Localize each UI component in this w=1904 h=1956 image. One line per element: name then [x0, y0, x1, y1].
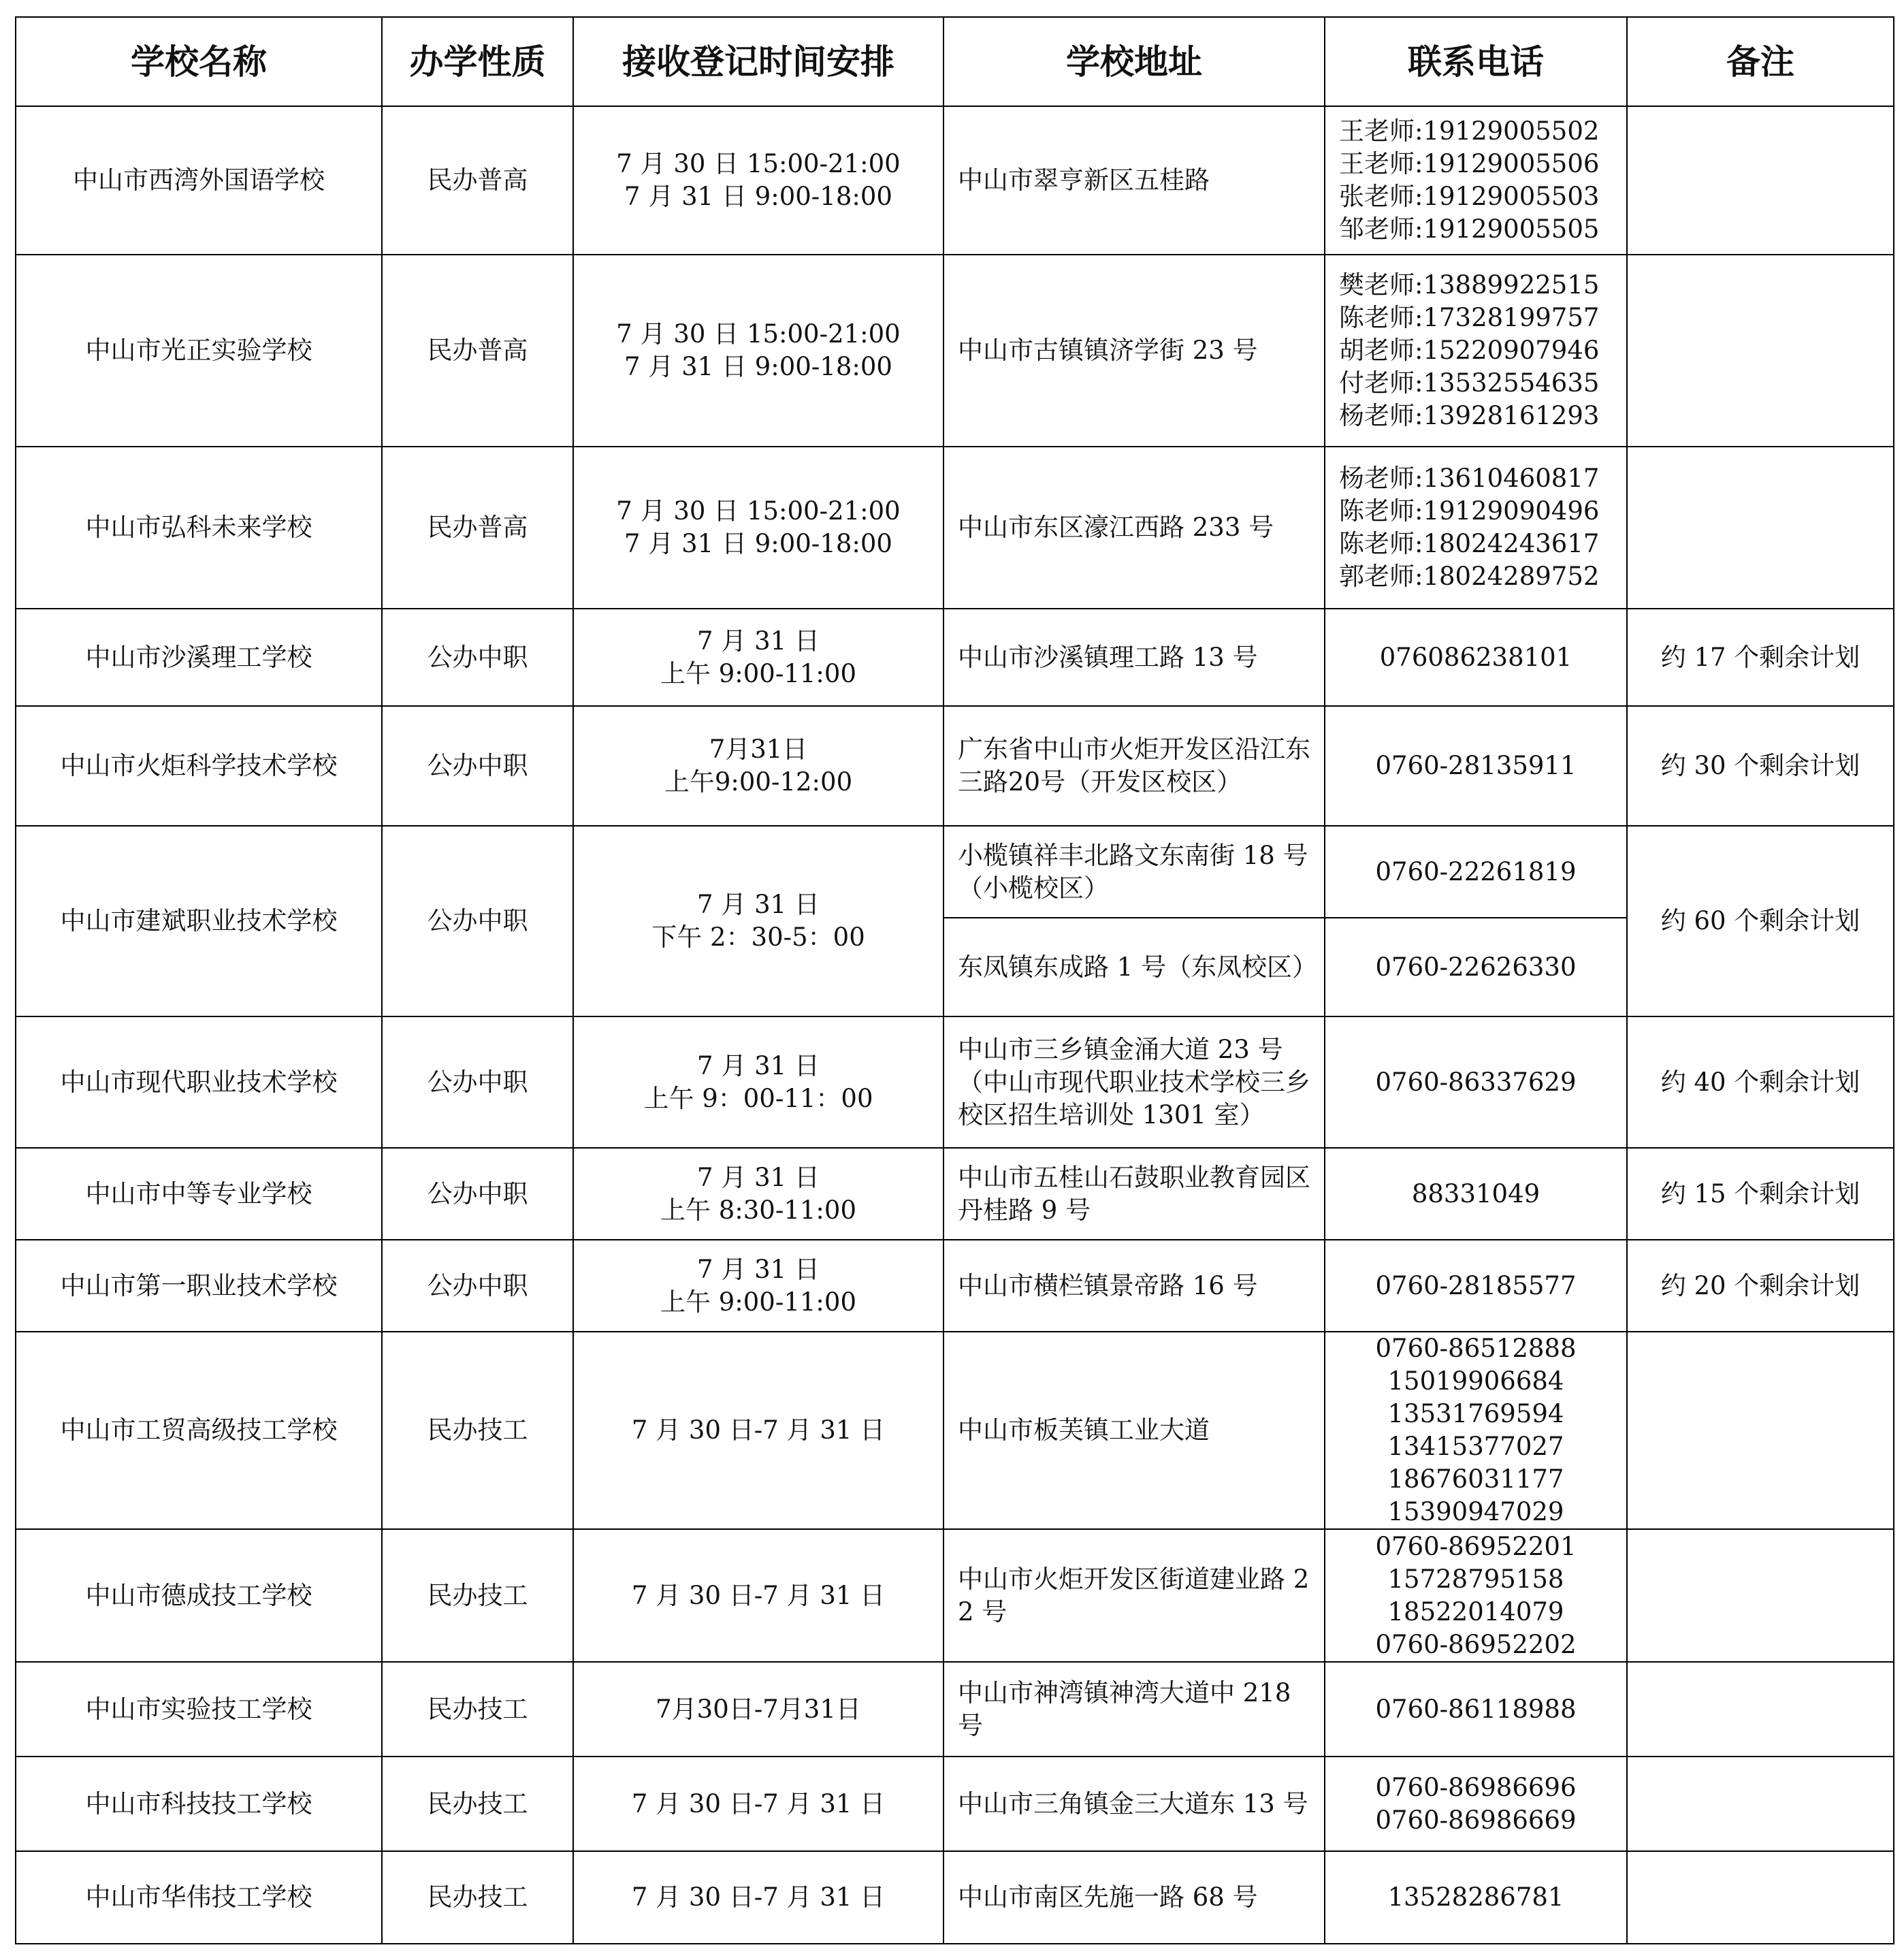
registration-time — [573, 826, 943, 1016]
time-line: 上午 9：00-11：00 — [643, 1083, 873, 1113]
time-line: 7 月 30 日-7 月 31 日 — [631, 1580, 886, 1610]
enrollment-table — [15, 16, 1894, 1944]
school-address — [943, 106, 1325, 255]
school-type: 公办中职 — [382, 1016, 573, 1148]
address-text: 小榄镇祥丰北路文东南街 18 号（小榄校区） — [958, 840, 1308, 903]
school-name: 中山市中等专业学校 — [16, 1148, 382, 1240]
registration-time — [573, 255, 943, 447]
school-type: 公办中职 — [382, 706, 573, 826]
phone-line: 15390947029 — [1387, 1497, 1564, 1526]
school-name: 中山市火炬科学技术学校 — [16, 706, 382, 826]
school-type: 民办普高 — [382, 255, 573, 447]
table-row — [16, 1240, 1894, 1332]
table-row — [16, 1529, 1894, 1662]
school-name: 中山市西湾外国语学校 — [16, 106, 382, 255]
contact-phones — [1325, 1757, 1627, 1851]
table-row — [16, 106, 1894, 255]
phone-line: 13528286781 — [1387, 1882, 1564, 1912]
address-text: 中山市南区先施一路 68 号 — [958, 1882, 1258, 1912]
address-text: 中山市板芙镇工业大道 — [958, 1415, 1210, 1445]
phone-line: 13415377027 — [1387, 1432, 1564, 1461]
table-row — [16, 255, 1894, 447]
time-line: 7 月 31 日 9:00-18:00 — [624, 182, 892, 211]
contact-phones — [1325, 447, 1627, 609]
time-line: 7 月 31 日 — [697, 1051, 820, 1080]
phone-line: 0760-28185577 — [1375, 1270, 1577, 1300]
time-line: 7 月 31 日 — [697, 1162, 820, 1192]
phone-line: 胡老师:15220907946 — [1339, 336, 1600, 365]
registration-time — [573, 706, 943, 826]
phone-line: 0760-86512888 — [1375, 1334, 1577, 1363]
phone-line: 郭老师:18024289752 — [1339, 562, 1600, 591]
phone-line: 王老师:19129005502 — [1339, 116, 1600, 146]
school-type: 民办技工 — [382, 1662, 573, 1757]
school-type: 民办普高 — [382, 106, 573, 255]
contact-phones — [1325, 1662, 1627, 1757]
school-address — [943, 1332, 1325, 1529]
phone-line: 0760-86986669 — [1375, 1805, 1577, 1835]
time-line: 7 月 31 日 — [697, 1254, 820, 1284]
time-line: 7 月 31 日 — [697, 890, 820, 919]
remarks: 约 40 个剩余计划 — [1627, 1016, 1894, 1148]
campus-address — [943, 918, 1325, 1016]
phone-line: 076086238101 — [1379, 642, 1572, 672]
registration-time — [573, 1240, 943, 1332]
campus-address — [943, 826, 1325, 918]
time-line: 7月30日-7月31日 — [656, 1694, 861, 1724]
remarks: 约 60 个剩余计划 — [1627, 826, 1894, 1016]
phone-line: 15019906684 — [1387, 1366, 1564, 1396]
time-line: 7月31日 — [709, 735, 808, 764]
school-type: 民办技工 — [382, 1851, 573, 1944]
address-text: 东凤镇东成路 1 号（东凤校区） — [958, 952, 1318, 982]
contact-phones — [1325, 106, 1627, 255]
phone-line: 杨老师:13928161293 — [1339, 401, 1600, 430]
school-address — [943, 706, 1325, 826]
table-row — [16, 1332, 1894, 1529]
header-school-address: 学校地址 — [943, 17, 1325, 106]
time-line: 7 月 30 日 15:00-21:00 — [616, 496, 901, 526]
school-name: 中山市德成技工学校 — [16, 1529, 382, 1662]
school-name: 中山市光正实验学校 — [16, 255, 382, 447]
phone-line: 陈老师:18024243617 — [1339, 529, 1600, 558]
school-name: 中山市华伟技工学校 — [16, 1851, 382, 1944]
phone-line: 陈老师:17328199757 — [1339, 303, 1600, 332]
contact-phones — [1325, 1529, 1627, 1662]
time-line: 上午 8:30-11:00 — [660, 1195, 856, 1225]
school-name: 中山市现代职业技术学校 — [16, 1016, 382, 1148]
school-type: 民办普高 — [382, 447, 573, 609]
school-address — [943, 1016, 1325, 1148]
school-type: 公办中职 — [382, 1148, 573, 1240]
registration-time — [573, 1851, 943, 1944]
phone-line: 0760-28135911 — [1375, 751, 1577, 780]
header-remarks: 备注 — [1627, 17, 1894, 106]
address-text: 中山市古镇镇济学街 23 号 — [958, 336, 1258, 365]
school-type: 民办技工 — [382, 1529, 573, 1662]
contact-phones — [1325, 1332, 1627, 1529]
address-text: 中山市三乡镇金涌大道 23 号（中山市现代职业技术学校三乡校区招生培训处 1301 室） — [958, 1034, 1310, 1129]
header-school-type: 办学性质 — [382, 17, 573, 106]
school-name: 中山市沙溪理工学校 — [16, 609, 382, 706]
time-line: 上午9:00-12:00 — [664, 767, 853, 797]
time-line: 上午 9:00-11:00 — [660, 1287, 856, 1317]
remarks — [1627, 447, 1894, 609]
contact-phones — [1325, 1851, 1627, 1944]
contact-phones — [1325, 706, 1627, 826]
table-row — [16, 1148, 1894, 1240]
contact-phones — [1325, 1148, 1627, 1240]
table-row — [16, 447, 1894, 609]
header-row — [16, 17, 1894, 106]
contact-phones — [1325, 609, 1627, 706]
address-text: 中山市火炬开发区街道建业路 22 号 — [958, 1564, 1310, 1626]
phone-line: 0760-86337629 — [1375, 1067, 1577, 1097]
campus-phone: 0760-22261819 — [1325, 826, 1627, 918]
school-address — [943, 1240, 1325, 1332]
phone-line: 邹老师:19129005505 — [1339, 214, 1600, 244]
remarks: 约 17 个剩余计划 — [1627, 609, 1894, 706]
school-address — [943, 609, 1325, 706]
school-type: 公办中职 — [382, 609, 573, 706]
remarks: 约 30 个剩余计划 — [1627, 706, 1894, 826]
school-type: 民办技工 — [382, 1332, 573, 1529]
school-name: 中山市实验技工学校 — [16, 1662, 382, 1757]
remarks: 约 20 个剩余计划 — [1627, 1240, 1894, 1332]
table-row — [16, 1016, 1894, 1148]
phone-line: 15728795158 — [1387, 1564, 1564, 1594]
time-line: 下午 2：30-5：00 — [651, 923, 865, 952]
remarks — [1627, 1529, 1894, 1662]
time-line: 7 月 30 日-7 月 31 日 — [631, 1789, 886, 1818]
phone-line: 0760-86952202 — [1375, 1629, 1577, 1659]
phone-line: 王老师:19129005506 — [1339, 149, 1600, 178]
registration-time — [573, 1148, 943, 1240]
time-line: 7 月 31 日 9:00-18:00 — [624, 529, 892, 558]
school-address — [943, 1148, 1325, 1240]
phone-line: 杨老师:13610460817 — [1339, 464, 1600, 493]
phone-line: 0760-86952201 — [1375, 1531, 1577, 1561]
time-line: 7 月 31 日 — [697, 626, 820, 656]
phone-line: 付老师:13532554635 — [1339, 368, 1600, 398]
school-address — [943, 1851, 1325, 1944]
registration-time — [573, 1529, 943, 1662]
phone-line: 张老师:19129005503 — [1339, 182, 1600, 211]
registration-time — [573, 106, 943, 255]
remarks — [1627, 1662, 1894, 1757]
time-line: 7 月 30 日-7 月 31 日 — [631, 1882, 886, 1912]
header-registration-time: 接收登记时间安排 — [573, 17, 943, 106]
address-text: 中山市沙溪镇理工路 13 号 — [958, 642, 1258, 672]
remarks — [1627, 1332, 1894, 1529]
school-address — [943, 1757, 1325, 1851]
school-name: 中山市科技技工学校 — [16, 1757, 382, 1851]
time-line: 7 月 30 日 15:00-21:00 — [616, 149, 901, 178]
address-text: 中山市神湾镇神湾大道中 218号 — [958, 1678, 1291, 1740]
time-line: 7 月 30 日-7 月 31 日 — [631, 1415, 886, 1445]
phone-line: 88331049 — [1411, 1179, 1540, 1208]
remarks: 约 15 个剩余计划 — [1627, 1148, 1894, 1240]
address-text: 中山市东区濠江西路 233 号 — [958, 513, 1274, 542]
time-line: 上午 9:00-11:00 — [660, 658, 856, 688]
time-line: 7 月 30 日 15:00-21:00 — [616, 319, 901, 349]
address-text: 中山市横栏镇景帝路 16 号 — [958, 1270, 1258, 1300]
school-address — [943, 447, 1325, 609]
registration-time — [573, 1757, 943, 1851]
remarks — [1627, 1757, 1894, 1851]
registration-time — [573, 609, 943, 706]
contact-phones — [1325, 255, 1627, 447]
phone-line: 0760-86986696 — [1375, 1772, 1577, 1802]
contact-phones — [1325, 1016, 1627, 1148]
phone-line: 13531769594 — [1387, 1399, 1564, 1428]
header-school-name: 学校名称 — [16, 17, 382, 106]
school-name: 中山市弘科未来学校 — [16, 447, 382, 609]
registration-time — [573, 1016, 943, 1148]
school-name: 中山市第一职业技术学校 — [16, 1240, 382, 1332]
table-row — [16, 1757, 1894, 1851]
campus-phone: 0760-22626330 — [1325, 918, 1627, 1016]
school-address — [943, 1662, 1325, 1757]
registration-time — [573, 1662, 943, 1757]
table-row — [16, 826, 1894, 918]
registration-time — [573, 1332, 943, 1529]
school-address — [943, 1529, 1325, 1662]
remarks — [1627, 106, 1894, 255]
remarks — [1627, 1851, 1894, 1944]
school-address — [943, 255, 1325, 447]
header-contact-phone: 联系电话 — [1325, 17, 1627, 106]
school-name: 中山市建斌职业技术学校 — [16, 826, 382, 1016]
school-type: 民办技工 — [382, 1757, 573, 1851]
phone-line: 樊老师:13889922515 — [1339, 270, 1600, 300]
table-row — [16, 1662, 1894, 1757]
address-text: 中山市翠亨新区五桂路 — [958, 165, 1210, 195]
school-type: 公办中职 — [382, 826, 573, 1016]
table-row — [16, 609, 1894, 706]
school-type: 公办中职 — [382, 1240, 573, 1332]
table-row — [16, 706, 1894, 826]
school-name: 中山市工贸高级技工学校 — [16, 1332, 382, 1529]
phone-line: 0760-86118988 — [1375, 1694, 1577, 1724]
phone-line: 18522014079 — [1387, 1597, 1564, 1626]
time-line: 7 月 31 日 9:00-18:00 — [624, 352, 892, 381]
contact-phones — [1325, 1240, 1627, 1332]
remarks — [1627, 255, 1894, 447]
address-text: 广东省中山市火炬开发区沿江东三路20号（开发区校区） — [958, 735, 1310, 797]
phone-line: 18676031177 — [1387, 1464, 1564, 1494]
address-text: 中山市三角镇金三大道东 13 号 — [958, 1789, 1308, 1818]
phone-line: 陈老师:19129090496 — [1339, 496, 1600, 526]
registration-time — [573, 447, 943, 609]
table-row — [16, 1851, 1894, 1944]
address-text: 中山市五桂山石鼓职业教育园区丹桂路 9 号 — [958, 1162, 1310, 1225]
